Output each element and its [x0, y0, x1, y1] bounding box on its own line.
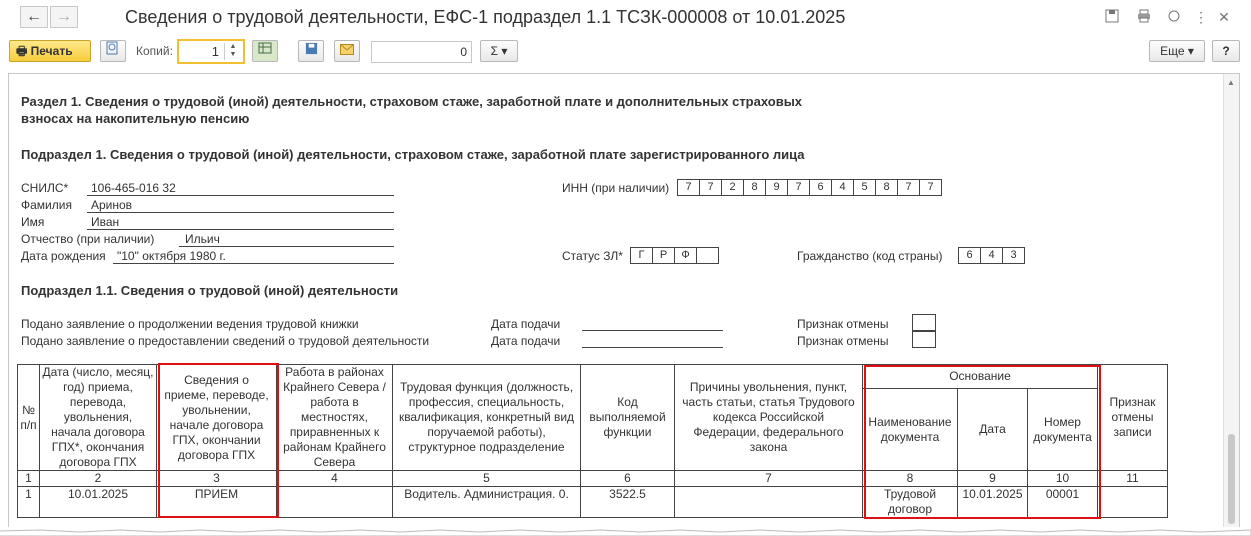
- column-number-8: 8: [863, 471, 958, 487]
- col-header-north: Работа в районах Крайнего Севера / работа в местностях, приравненных к районам Крайнего Севера: [277, 365, 393, 471]
- save-button[interactable]: [298, 40, 324, 62]
- title-bar: [0, 0, 1251, 36]
- close-icon[interactable]: ✕: [1218, 9, 1230, 25]
- cancel-mark-label-2: Признак отмены: [797, 334, 889, 348]
- column-number-3: 3: [157, 471, 277, 487]
- inn-digit-5: 9: [765, 179, 788, 196]
- inn-label: ИНН (при наличии): [562, 181, 670, 195]
- window-title: Сведения о трудовой деятельности, ЕФС-1 подраздел 1.1 ТСЗК-000008 от 10.01.2025: [125, 7, 846, 27]
- cell-code: 3522.5: [581, 487, 675, 518]
- statement-continue: Подано заявление о продолжении ведения трудовой книжки: [21, 317, 359, 331]
- col-header-basis: Основание: [863, 365, 1098, 389]
- highlight-event-column: [158, 363, 279, 518]
- column-number-4: 4: [277, 471, 393, 487]
- name-value: Иван: [91, 215, 120, 229]
- column-number-5: 5: [393, 471, 581, 487]
- col-header-doc-name: Наименование документа: [863, 389, 958, 471]
- magnifier-icon: [106, 41, 120, 55]
- inn-digit-8: 4: [831, 179, 854, 196]
- citizenship-cell-1: 6: [958, 247, 981, 264]
- snils-value: 106-465-016 32: [91, 181, 176, 195]
- col-header-doc-num: Номер документа: [1028, 389, 1098, 471]
- subsection-11-title: Подраздел 1.1. Сведения о трудовой (иной) деятельности: [21, 283, 399, 298]
- cell-event: ПРИЕМ: [157, 487, 277, 518]
- inn-digit-9: 5: [853, 179, 876, 196]
- copies-input[interactable]: [177, 39, 245, 64]
- cell-doc-date: 10.01.2025: [958, 487, 1028, 518]
- statement-provide: Подано заявление о предоставлении сведений о трудовой деятельности: [21, 334, 430, 348]
- cell-function: Водитель. Администрация. 0.: [393, 487, 581, 518]
- email-button[interactable]: [334, 40, 360, 62]
- highlight-basis-columns: [864, 365, 1101, 519]
- surname-value: Аринов: [91, 198, 133, 212]
- sum-field[interactable]: 0: [371, 41, 472, 63]
- citizenship-cell-2: 4: [980, 247, 1003, 264]
- print-button[interactable]: [9, 40, 91, 62]
- status-cell-4: [696, 247, 719, 264]
- inn-digit-1: 7: [677, 179, 700, 196]
- birth-label: Дата рождения: [21, 249, 106, 263]
- preview-button[interactable]: [100, 40, 126, 62]
- col-header-doc-date: Дата: [958, 389, 1028, 471]
- printer-icon: 🖶: [16, 44, 31, 58]
- inn-digit-7: 6: [809, 179, 832, 196]
- toolbar: [0, 38, 1251, 68]
- back-button[interactable]: ←: [20, 6, 48, 28]
- help-button[interactable]: ?: [1212, 40, 1240, 62]
- column-number-7: 7: [675, 471, 863, 487]
- cell-num: 1: [18, 487, 40, 518]
- birth-value: "10" октября 1980 г.: [117, 249, 226, 263]
- column-number-2: 2: [40, 471, 157, 487]
- copies-spinner[interactable]: ▲ ▼: [224, 43, 241, 60]
- cancel-mark-box-2: [912, 330, 936, 348]
- forward-button[interactable]: →: [50, 6, 78, 28]
- cell-doc-name: Трудовой договор: [863, 487, 958, 518]
- inn-digit-10: 8: [875, 179, 898, 196]
- status-cell-2: Р: [652, 247, 675, 264]
- copies-label: Копий:: [136, 44, 173, 58]
- status-cell-3: Ф: [674, 247, 697, 264]
- inn-digit-12: 7: [919, 179, 942, 196]
- column-number-6: 6: [581, 471, 675, 487]
- status-cell-1: Г: [630, 247, 653, 264]
- vertical-scrollbar[interactable]: [1223, 74, 1239, 536]
- snils-label: СНИЛС*: [21, 181, 69, 195]
- inn-digit-6: 7: [787, 179, 810, 196]
- print-label: Печать: [30, 44, 73, 58]
- col-header-reason: Причины увольнения, пункт, часть статьи, статья Трудового кодекса Российской Федерации, федерального закона: [675, 365, 863, 471]
- citizenship-cells: [959, 247, 1025, 264]
- print-icon[interactable]: [1136, 9, 1152, 25]
- torn-edge: [0, 527, 1251, 536]
- citizenship-label: Гражданство (код страны): [797, 249, 943, 263]
- scroll-up-icon[interactable]: ▲: [1227, 78, 1235, 87]
- submit-date-label-2: Дата подачи: [491, 334, 561, 348]
- col-header-function: Трудовая функция (должность, профессия, специальность, квалификация, конкретный вид поручаемой работы), структурное подразделение: [393, 365, 581, 471]
- subsection-1-title: Подраздел 1. Сведения о трудовой (иной) деятельности, страховом стаже, заработной плате зарегистрированного лица: [21, 147, 805, 162]
- column-number-1: 1: [18, 471, 40, 487]
- sum-dropdown-button[interactable]: Σ ▾: [480, 40, 518, 62]
- cell-date: 10.01.2025: [40, 487, 157, 518]
- citizenship-cell-3: 3: [1002, 247, 1025, 264]
- status-cells: [631, 247, 719, 264]
- status-label: Статус ЗЛ*: [562, 249, 623, 263]
- cell-reason: [675, 487, 863, 518]
- copies-value: 1: [211, 44, 219, 59]
- section-title-line2: взносах на накопительную пенсию: [21, 111, 250, 126]
- patronymic-value: Ильич: [185, 232, 220, 246]
- envelope-icon: [340, 44, 354, 55]
- table-edit-icon: [258, 41, 272, 55]
- save-icon[interactable]: [1104, 9, 1120, 25]
- column-number-10: 10: [1028, 471, 1098, 487]
- patronymic-label: Отчество (при наличии): [21, 232, 155, 246]
- column-number-11: 11: [1098, 471, 1168, 487]
- name-label: Имя: [21, 215, 45, 229]
- inn-digit-3: 2: [721, 179, 744, 196]
- document-area[interactable]: [8, 73, 1240, 536]
- cell-doc-num: 00001: [1028, 487, 1098, 518]
- cancel-mark-label-1: Признак отмены: [797, 317, 889, 331]
- inn-cells: [678, 179, 942, 196]
- cell-cancel: [1098, 487, 1168, 518]
- surname-label: Фамилия: [21, 198, 72, 212]
- submit-date-label-1: Дата подачи: [491, 317, 561, 331]
- col-header-event: Сведения о приеме, переводе, увольнении, начале договора ГПХ, окончании договора ГПХ: [157, 365, 277, 471]
- inn-digit-11: 7: [897, 179, 920, 196]
- more-icon[interactable]: ⋮: [1194, 9, 1208, 25]
- scroll-thumb[interactable]: [1228, 434, 1235, 524]
- col-header-date: Дата (число, месяц, год) приема, перевода, увольнения, начала договора ГПХ*, окончания договора ГПХ: [40, 365, 157, 471]
- col-header-num: № п/п: [18, 365, 40, 471]
- link-icon[interactable]: [1166, 9, 1182, 25]
- section-title-line1: Раздел 1. Сведения о трудовой (иной) деятельности, страховом стаже, заработной плате и дополнительных страховых: [21, 94, 803, 109]
- more-button[interactable]: Еще ▾: [1149, 40, 1205, 62]
- cell-north: [277, 487, 393, 518]
- edit-mode-button[interactable]: [252, 40, 278, 62]
- col-header-cancel: Признак отмены записи: [1098, 365, 1168, 471]
- column-number-9: 9: [958, 471, 1028, 487]
- inn-digit-2: 7: [699, 179, 722, 196]
- inn-digit-4: 8: [743, 179, 766, 196]
- floppy-icon: [305, 42, 318, 55]
- col-header-code: Код выполняемой функции: [581, 365, 675, 471]
